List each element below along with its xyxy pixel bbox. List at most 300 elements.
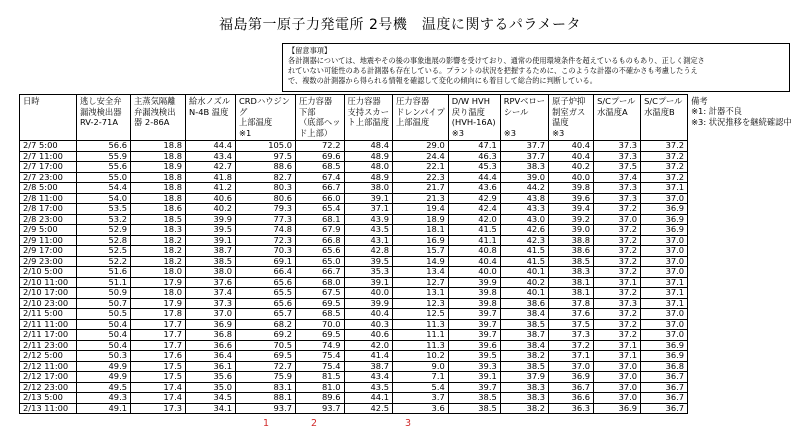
table-row [20,151,796,162]
column-header [393,95,449,141]
value-cell: 39.1 [186,235,236,246]
value-cell: 37.2 [594,288,641,299]
value-cell: 54.0 [77,193,131,204]
value-cell: 43.4 [344,372,393,383]
value-cell: 50.4 [77,340,131,351]
column-header-line: 給水ノズル [189,96,231,106]
value-cell: 37.8 [549,298,594,309]
table-row [20,277,796,288]
value-cell: 39.2 [549,214,594,225]
value-cell: 38.3 [549,267,594,278]
datetime-cell: 2/10 23:00 [20,298,77,309]
value-cell: 72.7 [236,361,296,372]
value-cell: 9.0 [393,361,449,372]
remarks-cell [688,172,796,183]
column-header-line: ※3 [451,127,464,138]
value-cell: 68.0 [296,277,345,288]
value-cell: 46.3 [448,151,500,162]
table-row [20,351,796,362]
value-cell: 38.7 [500,330,548,341]
value-cell: 41.2 [186,183,236,194]
table-row [20,235,796,246]
value-cell: 37.2 [594,246,641,257]
datetime-cell: 2/8 17:00 [20,204,77,215]
value-cell: 38.2 [500,403,548,414]
column-header-line: 上部温度 [396,117,430,127]
datetime-cell: 2/12 5:00 [20,351,77,362]
datetime-cell: 2/11 17:00 [20,330,77,341]
value-cell: 40.0 [448,267,500,278]
column-header-line: 戻り温度 [451,106,485,117]
value-cell: 19.4 [393,204,449,215]
value-cell: 49.9 [77,372,131,383]
value-cell: 44.4 [186,141,236,152]
remarks-cell [688,288,796,299]
table-row [20,193,796,204]
value-cell: 40.3 [344,319,393,330]
value-cell: 66.7 [296,183,345,194]
notes-heading: 【留意事項】 [288,46,332,55]
value-cell: 41.1 [448,235,500,246]
datetime-cell: 2/12 17:00 [20,372,77,383]
value-cell: 37.1 [641,183,688,194]
datetime-cell: 2/7 5:00 [20,141,77,152]
value-cell: 39.9 [186,214,236,225]
table-row [20,298,796,309]
value-cell: 18.6 [131,204,186,215]
value-cell: 69.6 [296,151,345,162]
value-cell: 83.1 [236,382,296,393]
value-cell: 44.2 [500,183,548,194]
table-row [20,172,796,183]
value-cell: 38.1 [549,288,594,299]
value-cell: 38.3 [500,162,548,173]
remarks-cell [688,330,796,341]
table-row [20,330,796,341]
datetime-cell: 2/8 23:00 [20,214,77,225]
value-cell: 37.0 [594,393,641,404]
value-cell: 68.5 [296,162,345,173]
value-cell: 17.5 [131,361,186,372]
table-row [20,267,796,278]
table-body [20,141,796,414]
value-cell: 39.1 [448,372,500,383]
value-cell: 65.6 [236,298,296,309]
column-header [20,95,77,141]
remarks-cell [688,183,796,194]
value-cell: 17.9 [131,298,186,309]
value-cell: 39.5 [186,225,236,236]
value-cell: 41.5 [448,225,500,236]
value-cell: 18.8 [131,183,186,194]
column-header-line: 日時 [23,96,40,106]
value-cell: 38.5 [448,393,500,404]
value-cell: 65.5 [236,288,296,299]
column-header-line: 温度 [552,117,569,127]
remarks-cell [688,204,796,215]
value-cell: 39.4 [549,204,594,215]
value-cell: 47.1 [448,141,500,152]
value-cell: 39.9 [448,277,500,288]
header-row [20,95,796,141]
value-cell: 22.1 [393,162,449,173]
value-cell: 93.7 [296,403,345,414]
value-cell: 36.9 [186,319,236,330]
value-cell: 65.0 [296,256,345,267]
value-cell: 48.9 [344,151,393,162]
marker-2: 2 [311,418,318,429]
value-cell: 66.8 [296,235,345,246]
value-cell: 43.5 [344,225,393,236]
temperature-table [19,94,796,414]
value-cell: 37.2 [641,162,688,173]
value-cell: 40.6 [186,193,236,204]
remarks-cell [688,151,796,162]
value-cell: 37.1 [594,351,641,362]
value-cell: 12.5 [393,309,449,320]
column-header-line: 下部 [299,106,316,117]
value-cell: 37.0 [641,193,688,204]
datetime-cell: 2/12 23:00 [20,382,77,393]
column-header-line: ト上部温度 [347,117,389,127]
value-cell: 72.3 [236,235,296,246]
value-cell: 39.1 [344,193,393,204]
value-cell: 18.8 [131,193,186,204]
value-cell: 75.4 [296,361,345,372]
value-cell: 69.5 [236,351,296,362]
value-cell: 18.9 [131,162,186,173]
value-cell: 53.2 [77,214,131,225]
column-header-line: 逃し安全弁 [80,96,122,106]
value-cell: 50.7 [77,298,131,309]
column-header-line: シール [503,106,529,117]
value-cell: 44.1 [344,393,393,404]
remarks-cell [688,351,796,362]
value-cell: 38.2 [500,351,548,362]
value-cell: 17.3 [131,403,186,414]
column-header-line: ※3 [552,127,565,138]
table-row [20,382,796,393]
value-cell: 3.7 [393,393,449,404]
column-header-line: RV-2-71A [80,117,119,127]
value-cell: 42.5 [344,403,393,414]
value-cell: 38.5 [500,361,548,372]
notes-line: で、複数の計測器から得られる情報を確認して変化の傾向にも着目して総合的に判断している。 [288,76,597,85]
value-cell: 42.4 [448,204,500,215]
remarks-cell [688,403,796,414]
value-cell: 13.1 [393,288,449,299]
value-cell: 43.3 [500,204,548,215]
value-cell: 40.8 [448,246,500,257]
value-cell: 17.7 [131,340,186,351]
value-cell: 37.2 [594,319,641,330]
value-cell: 39.5 [448,351,500,362]
value-cell: 18.2 [131,235,186,246]
value-cell: 42.6 [500,225,548,236]
value-cell: 18.8 [131,141,186,152]
value-cell: 97.5 [236,151,296,162]
value-cell: 37.0 [641,235,688,246]
value-cell: 51.1 [77,277,131,288]
value-cell: 38.3 [500,393,548,404]
value-cell: 41.5 [500,246,548,257]
value-cell: 39.3 [448,361,500,372]
column-header-line: 上部温度 [239,117,273,127]
datetime-cell: 2/12 11:00 [20,361,77,372]
value-cell: 37.1 [641,288,688,299]
value-cell: 22.3 [393,172,449,183]
value-cell: 88.1 [236,393,296,404]
remarks-cell [688,246,796,257]
value-cell: 37.0 [549,361,594,372]
value-cell: 36.8 [186,330,236,341]
column-header-line: （底部ヘッ [299,117,341,127]
value-cell: 37.1 [549,351,594,362]
table-row [20,225,796,236]
value-cell: 41.8 [186,172,236,183]
value-cell: 24.4 [393,151,449,162]
value-cell: 40.0 [344,288,393,299]
value-cell: 40.2 [186,204,236,215]
value-cell: 38.7 [344,361,393,372]
value-cell: 37.6 [186,277,236,288]
value-cell: 70.0 [296,319,345,330]
value-cell: 35.6 [186,372,236,383]
value-cell: 17.4 [131,382,186,393]
value-cell: 79.3 [236,204,296,215]
value-cell: 36.9 [641,351,688,362]
remarks-cell [688,267,796,278]
value-cell: 38.4 [500,309,548,320]
value-cell: 37.0 [594,382,641,393]
value-cell: 43.8 [500,193,548,204]
datetime-cell: 2/11 11:00 [20,319,77,330]
value-cell: 39.9 [344,298,393,309]
value-cell: 42.0 [448,214,500,225]
marker-3: 3 [405,418,412,429]
table-row [20,256,796,267]
value-cell: 34.1 [186,403,236,414]
value-cell: 43.6 [448,183,500,194]
value-cell: 37.2 [594,256,641,267]
value-cell: 37.0 [594,361,641,372]
remarks-cell [688,141,796,152]
value-cell: 37.2 [641,141,688,152]
value-cell: 38.5 [500,319,548,330]
table-row [20,361,796,372]
value-cell: 37.2 [594,204,641,215]
column-header-line: N-4B 温度 [189,106,229,117]
value-cell: 38.6 [500,298,548,309]
value-cell: 89.6 [296,393,345,404]
column-header-line: 主蒸気隔離 [134,96,176,106]
datetime-cell: 2/10 11:00 [20,277,77,288]
value-cell: 18.1 [393,225,449,236]
value-cell: 12.7 [393,277,449,288]
value-cell: 36.9 [641,225,688,236]
value-cell: 74.8 [236,225,296,236]
column-header [549,95,594,141]
value-cell: 40.2 [500,277,548,288]
table-row [20,204,796,215]
value-cell: 45.3 [448,162,500,173]
value-cell: 36.9 [641,204,688,215]
remarks-cell [688,309,796,320]
value-cell: 11.3 [393,340,449,351]
value-cell: 49.3 [77,393,131,404]
value-cell: 38.0 [344,183,393,194]
remarks-cell [688,162,796,173]
datetime-cell: 2/11 23:00 [20,340,77,351]
value-cell: 37.1 [594,340,641,351]
column-header-line: 水温度A [597,106,628,117]
value-cell: 68.2 [236,319,296,330]
value-cell: 36.3 [549,403,594,414]
datetime-cell: 2/8 11:00 [20,193,77,204]
value-cell: 37.3 [594,298,641,309]
value-cell: 80.6 [236,193,296,204]
value-cell: 50.5 [77,309,131,320]
datetime-cell: 2/9 11:00 [20,235,77,246]
value-cell: 40.4 [549,141,594,152]
column-header-line: RPVベロー [503,96,546,106]
page-title: 福島第一原子力発電所 2号機 温度に関するパラメータ [219,17,581,33]
value-cell: 39.7 [448,330,500,341]
value-cell: 37.2 [594,225,641,236]
datetime-cell: 2/7 23:00 [20,172,77,183]
value-cell: 37.2 [594,309,641,320]
value-cell: 14.9 [393,256,449,267]
value-cell: 50.4 [77,319,131,330]
value-cell: 65.7 [236,309,296,320]
value-cell: 36.9 [641,340,688,351]
value-cell: 39.1 [344,277,393,288]
value-cell: 37.0 [641,267,688,278]
marker-1: 1 [263,418,270,429]
table-row [20,393,796,404]
value-cell: 52.9 [77,225,131,236]
value-cell: 37.0 [641,309,688,320]
column-header-line: 制室ガス [552,106,586,117]
value-cell: 36.6 [549,393,594,404]
value-cell: 17.7 [131,319,186,330]
value-cell: 18.0 [131,267,186,278]
value-cell: 36.7 [641,382,688,393]
value-cell: 18.9 [393,214,449,225]
value-cell: 43.0 [500,214,548,225]
value-cell: 55.6 [77,162,131,173]
value-cell: 67.5 [296,288,345,299]
value-cell: 34.5 [186,393,236,404]
remarks-cell [688,361,796,372]
value-cell: 51.6 [77,267,131,278]
value-cell: 69.5 [296,330,345,341]
value-cell: 29.0 [393,141,449,152]
value-cell: 42.7 [186,162,236,173]
table-row [20,309,796,320]
column-header-line: 水温度B [644,106,675,117]
value-cell: 35.3 [344,267,393,278]
value-cell: 37.2 [641,172,688,183]
value-cell: 55.0 [77,172,131,183]
value-cell: 66.0 [296,193,345,204]
value-cell: 37.2 [594,330,641,341]
column-header-line: CRDハウジン [239,96,290,106]
datetime-cell: 2/10 5:00 [20,267,77,278]
column-header [448,95,500,141]
value-cell: 3.6 [393,403,449,414]
value-cell: 38.4 [500,340,548,351]
value-cell: 80.3 [236,183,296,194]
value-cell: 37.0 [641,246,688,257]
value-cell: 42.3 [500,235,548,246]
table-row [20,319,796,330]
value-cell: 37.2 [641,151,688,162]
value-cell: 81.0 [296,382,345,393]
table-row [20,141,796,152]
value-cell: 39.7 [448,319,500,330]
value-cell: 37.7 [500,151,548,162]
column-header-line: 原子炉抑 [552,96,586,106]
column-header-line: ドレンパイプ [396,106,445,117]
column-header [186,95,236,141]
value-cell: 18.8 [131,151,186,162]
value-cell: 55.9 [77,151,131,162]
value-cell: 43.1 [344,235,393,246]
remarks-cell [688,298,796,309]
value-cell: 39.8 [549,183,594,194]
value-cell: 50.9 [77,288,131,299]
value-cell: 36.9 [594,403,641,414]
value-cell: 36.9 [549,372,594,383]
value-cell: 7.1 [393,372,449,383]
value-cell: 40.4 [344,309,393,320]
value-cell: 12.3 [393,298,449,309]
column-header-line: ※3 [503,127,516,138]
datetime-cell: 2/7 11:00 [20,151,77,162]
value-cell: 41.5 [500,256,548,267]
value-cell: 18.5 [131,214,186,225]
value-cell: 37.3 [594,183,641,194]
datetime-cell: 2/13 11:00 [20,403,77,414]
table-row [20,246,796,257]
value-cell: 42.8 [344,246,393,257]
value-cell: 10.2 [393,351,449,362]
value-cell: 38.5 [549,256,594,267]
value-cell: 37.0 [594,214,641,225]
value-cell: 37.2 [594,235,641,246]
value-cell: 75.4 [296,351,345,362]
value-cell: 93.7 [236,403,296,414]
value-cell: 38.1 [549,277,594,288]
value-cell: 18.2 [131,256,186,267]
table-row [20,288,796,299]
value-cell: 37.4 [594,172,641,183]
value-cell: 36.7 [641,403,688,414]
value-cell: 16.9 [393,235,449,246]
value-cell: 37.1 [344,204,393,215]
value-cell: 37.0 [641,330,688,341]
value-cell: 40.1 [500,267,548,278]
column-header-line: 漏洩検出器 [80,106,122,117]
value-cell: 37.5 [549,319,594,330]
value-cell: 21.7 [393,183,449,194]
value-cell: 54.4 [77,183,131,194]
column-header-line: ※1 [239,127,252,138]
value-cell: 39.7 [448,309,500,320]
value-cell: 66.4 [236,267,296,278]
column-header-line [504,117,545,128]
